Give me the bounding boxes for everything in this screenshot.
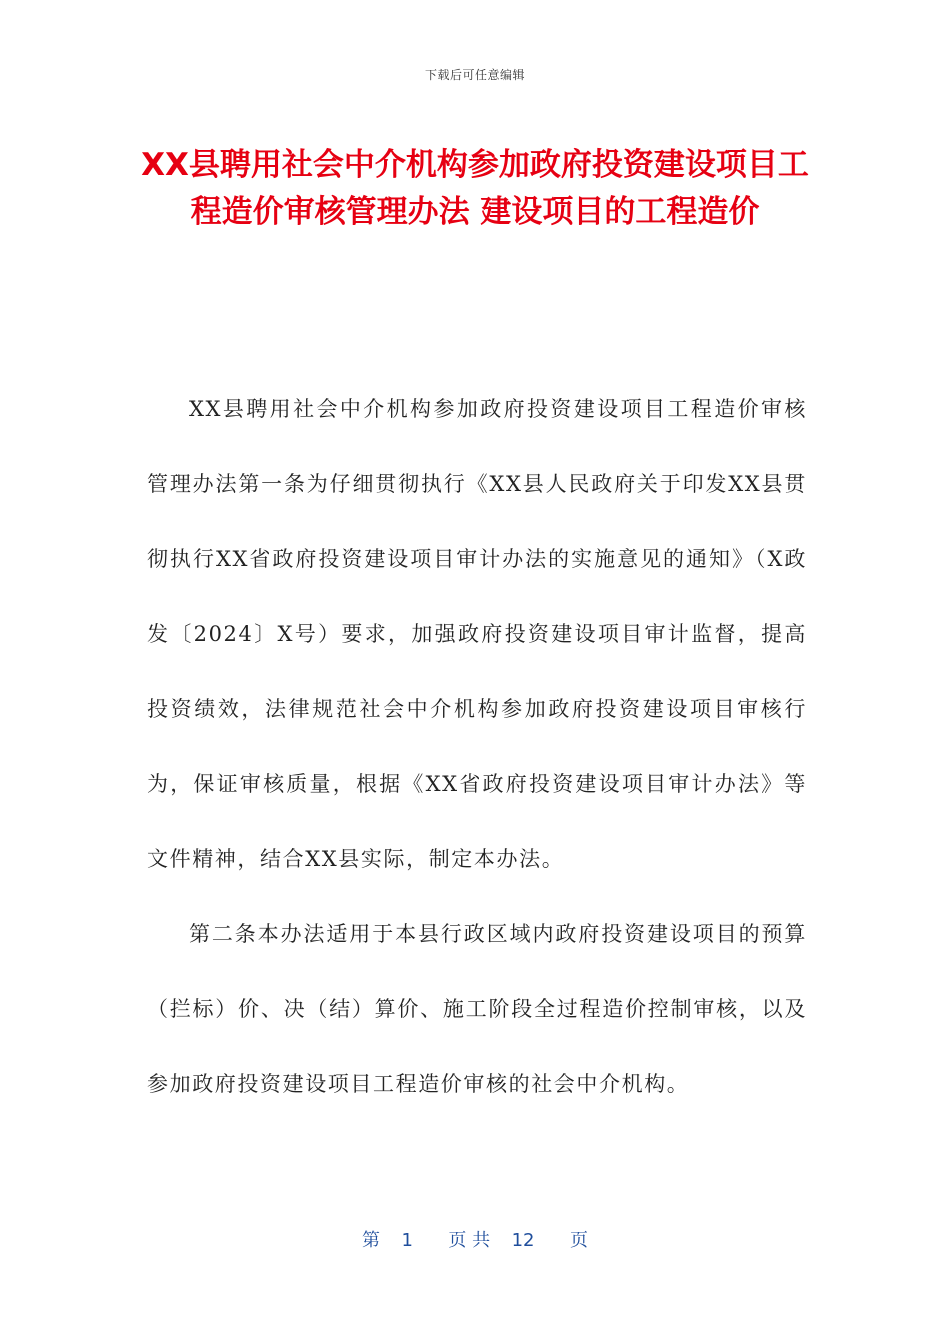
footer-total-pages: 12 (511, 1230, 535, 1251)
document-body (147, 372, 807, 1122)
document-title: XX县聘用社会中介机构参加政府投资建设项目工程造价审核管理办法 建设项目的工程造价 (141, 147, 809, 230)
header-note: 下载后可任意编辑 (424, 68, 525, 82)
footer-label-end: 页 (569, 1230, 588, 1251)
footer-label-total: 页 共 (448, 1230, 491, 1251)
page-footer (0, 1226, 950, 1252)
footer-label-page: 第 (362, 1230, 381, 1251)
paragraph-article-2: 第二条本办法适用于本县行政区域内政府投资建设项目的预算（拦标）价、决（结）算价、施工阶段全过程造价控制审核，以及参加政府投资建设项目工程造价审核的社会中介机构。 (147, 922, 807, 1096)
footer-current-page: 1 (401, 1230, 413, 1251)
paragraph-article-1: XX县聘用社会中介机构参加政府投资建设项目工程造价审核管理办法第一条为仔细贯彻执行《XX县人民政府关于印发XX县贯彻执行XX省政府投资建设项目审计办法的实施意见的通知》（X政发〔2024〕X号）要求，加强政府投资建设项目审计监督，提高投资绩效，法律规范社会中介机构参加政府投资建设项目审核行为，保证审核质量，根据《XX省政府投资建设项目审计办法》等文件精神，结合XX县实际，制定本办法。 (147, 397, 807, 871)
